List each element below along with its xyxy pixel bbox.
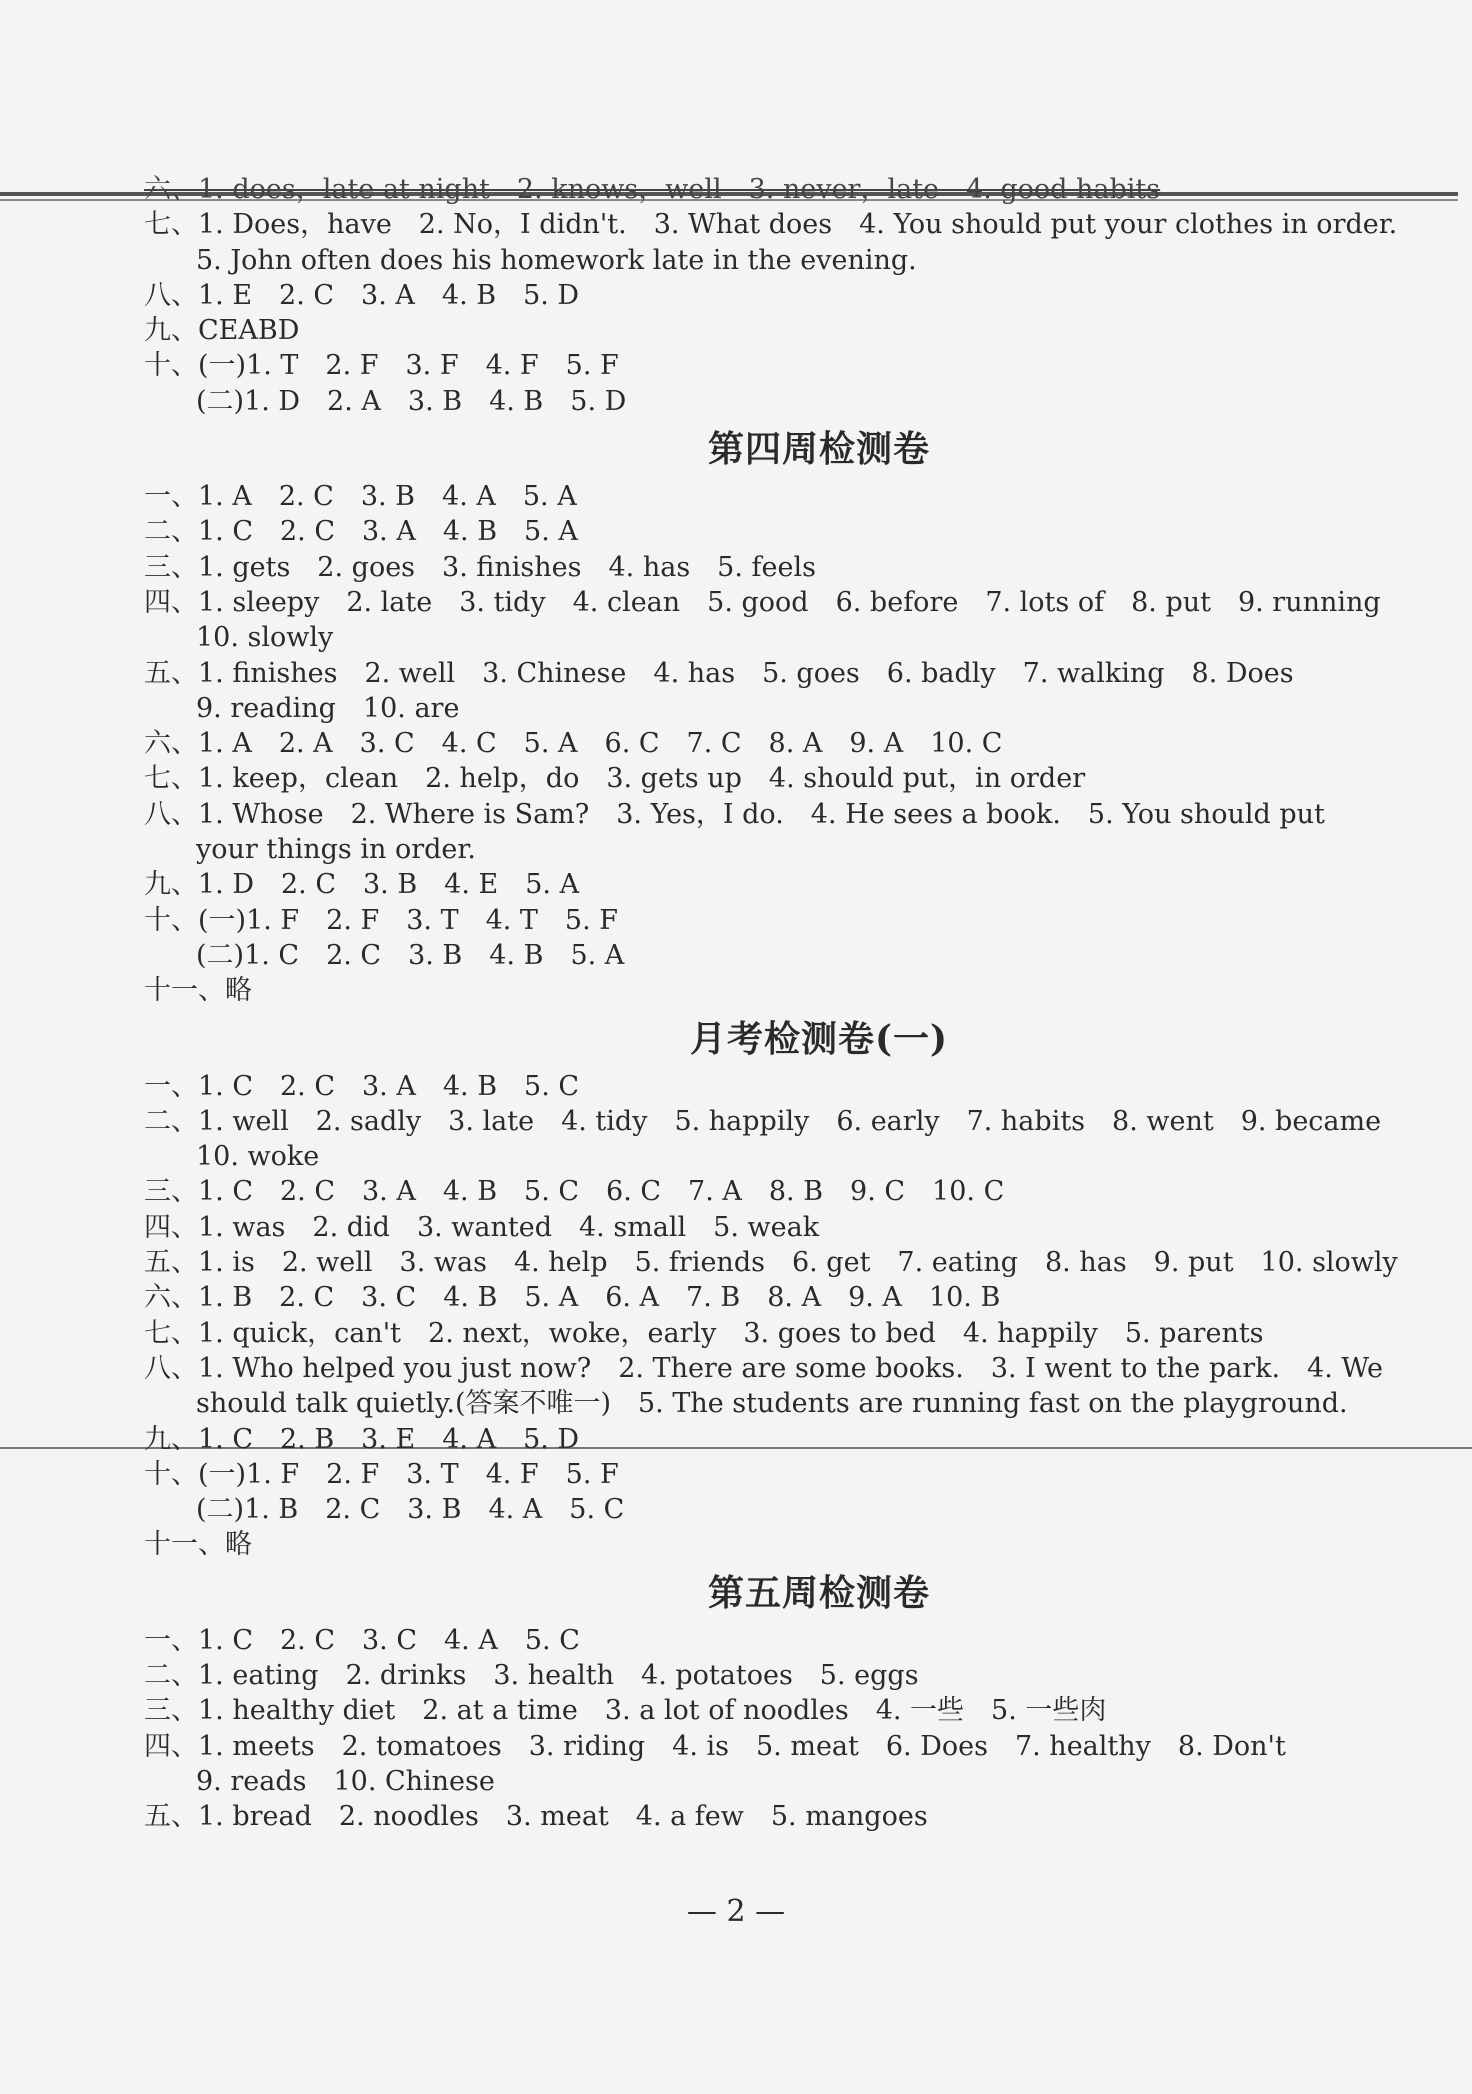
section-title-week4: 第四周检测卷 xyxy=(707,428,930,471)
answer-line: 四、1. sleepy 2. late 3. tidy 4. clean 5. good 6. before 7. lots of 8. put 9. running xyxy=(144,586,1381,618)
answer-line: 二、1. eating 2. drinks 3. health 4. potatoes 5. eggs xyxy=(144,1659,919,1691)
answer-line: 三、1. gets 2. goes 3. finishes 4. has 5. feels xyxy=(144,551,816,583)
answer-line: 九、1. C 2. B 3. E 4. A 5. D xyxy=(144,1423,580,1455)
answer-line: 七、1. keep，clean 2. help，do 3. gets up 4. should put，in order xyxy=(144,763,1086,795)
answer-line: 八、1. Who helped you just now? 2. There are some books. 3. I went to the park. 4. We xyxy=(144,1352,1383,1384)
answer-line: 六、1. B 2. C 3. C 4. B 5. A 6. A 7. B 8. A 9. A 10. B xyxy=(144,1282,1001,1314)
section-title-monthly1: 月考检测卷(一) xyxy=(689,1017,949,1060)
answer-line: 三、1. healthy diet 2. at a time 3. a lot of noodles 4. 一些 5. 一些肉 xyxy=(144,1695,1107,1727)
week5-answers xyxy=(144,1623,1344,1835)
answer-line: 五、1. bread 2. noodles 3. meat 4. a few 5. mangoes xyxy=(144,1801,928,1833)
answer-line: 五、1. is 2. well 3. was 4. help 5. friends 6. get 7. eating 8. has 9. put 10. slowly xyxy=(144,1247,1398,1279)
answer-line: 10. woke xyxy=(196,1141,320,1173)
answer-line: 9. reads 10. Chinese xyxy=(196,1765,495,1797)
week4-answers xyxy=(144,479,1381,1008)
answer-line: 七、1. Does，have 2. No，I didn't. 3. What does 4. You should put your clothes in order. xyxy=(144,209,1398,241)
answer-line: 10. slowly xyxy=(196,622,334,654)
answer-line: (二)1. C 2. C 3. B 4. B 5. A xyxy=(196,939,625,971)
answer-line: 一、1. A 2. C 3. B 4. A 5. A xyxy=(144,481,577,513)
answer-line: 五、1. finishes 2. well 3. Chinese 4. has 5. goes 6. badly 7. walking 8. Does xyxy=(144,657,1294,689)
answer-line: your things in order. xyxy=(196,834,476,866)
answer-line: (二)1. B 2. C 3. B 4. A 5. C xyxy=(196,1494,625,1526)
answer-line: 六、1. does，late at night 2. knows，well 3. never，late 4. good habits xyxy=(144,174,1161,205)
page-number: — 2 — xyxy=(686,1894,786,1929)
section-title-week5: 第五周检测卷 xyxy=(707,1571,930,1614)
answer-line: 八、1. Whose 2. Where is Sam? 3. Yes，I do. 4. He sees a book. 5. You should put xyxy=(144,798,1325,830)
answer-line: should talk quietly.(答案不唯一) 5. The students are running fast on the playground. xyxy=(196,1388,1348,1420)
answer-line: 九、CEABD xyxy=(144,315,300,347)
answer-line: 十、(一)1. T 2. F 3. F 4. F 5. F xyxy=(144,350,619,382)
answer-line: 一、1. C 2. C 3. A 4. B 5. C xyxy=(144,1070,580,1102)
answer-line: 十、(一)1. F 2. F 3. T 4. F 5. F xyxy=(144,1458,619,1490)
answer-line: 六、1. A 2. A 3. C 4. C 5. A 6. C 7. C 8. A 9. A 10. C xyxy=(144,728,1003,760)
answer-line: 二、1. C 2. C 3. A 4. B 5. A xyxy=(144,516,578,548)
block1-answers xyxy=(144,172,1398,419)
answer-line: 9. reading 10. are xyxy=(196,692,460,724)
answer-line: 一、1. C 2. C 3. C 4. A 5. C xyxy=(144,1624,580,1656)
monthly1-answers xyxy=(144,1069,1398,1563)
answer-line: 十一、略 xyxy=(144,975,252,1007)
answer-line: 九、1. D 2. C 3. B 4. E 5. A xyxy=(144,869,580,901)
answer-line: 七、1. quick，can't 2. next，woke，early 3. goes to bed 4. happily 5. parents xyxy=(144,1317,1264,1349)
answer-line: 十一、略 xyxy=(144,1529,252,1561)
answer-line: 八、1. E 2. C 3. A 4. B 5. D xyxy=(144,279,580,311)
answer-line: 二、1. well 2. sadly 3. late 4. tidy 5. happily 6. early 7. habits 8. went 9. became xyxy=(144,1105,1382,1137)
answer-line: 十、(一)1. F 2. F 3. T 4. T 5. F xyxy=(144,904,619,936)
answer-line: 5. John often does his homework late in the evening. xyxy=(196,244,917,276)
answer-line: 三、1. C 2. C 3. A 4. B 5. C 6. C 7. A 8. B 9. C 10. C xyxy=(144,1176,1005,1208)
answer-line: 四、1. meets 2. tomatoes 3. riding 4. is 5. meat 6. Does 7. healthy 8. Don't xyxy=(144,1730,1286,1762)
answer-line: 四、1. was 2. did 3. wanted 4. small 5. weak xyxy=(144,1211,820,1243)
answer-page xyxy=(144,172,1398,1834)
answer-line: (二)1. D 2. A 3. B 4. B 5. D xyxy=(196,385,627,417)
